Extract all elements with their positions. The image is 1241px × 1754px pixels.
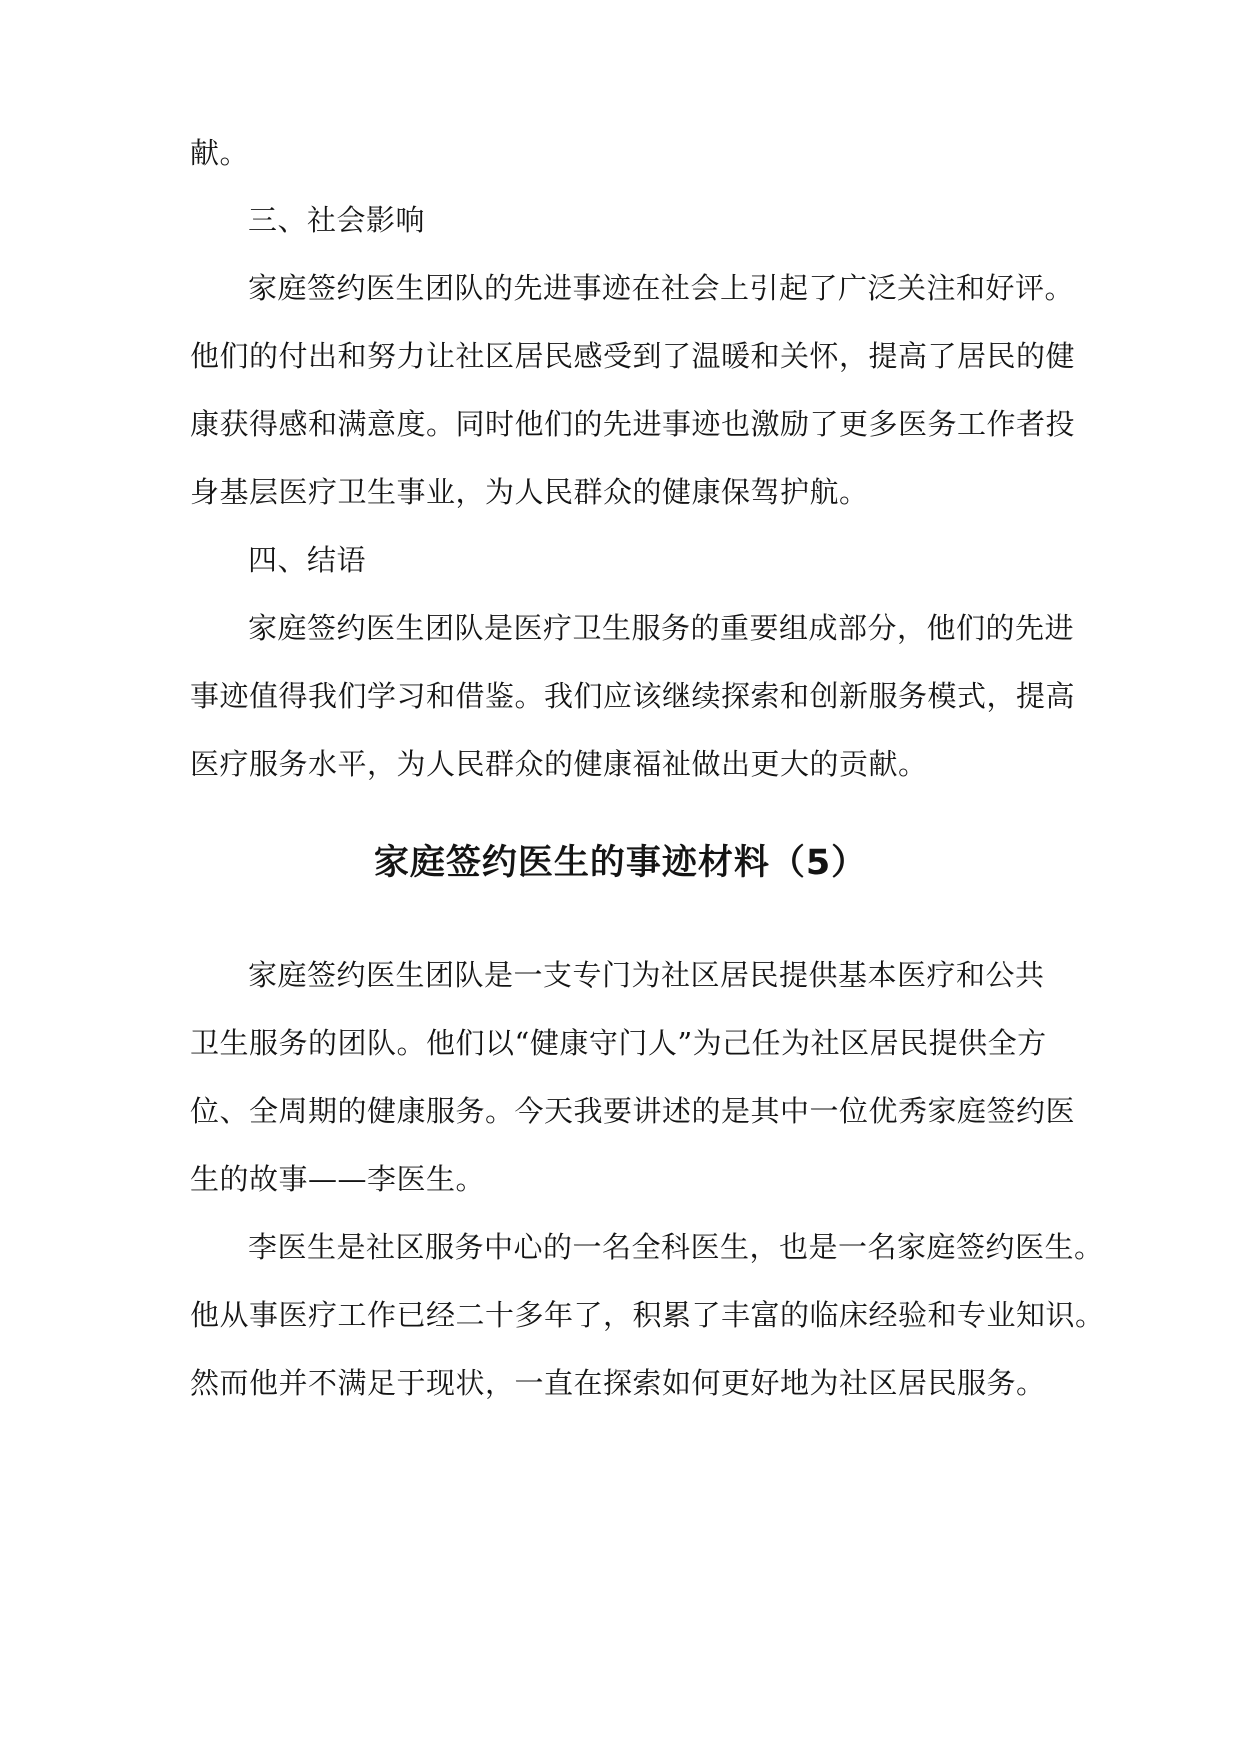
paragraph-line: 位、全周期的健康服务。今天我要讲述的是其中一位优秀家庭签约医 <box>190 1094 1076 1128</box>
paragraph-line: 生的故事——李医生。 <box>190 1162 486 1196</box>
paragraph-line: 卫生服务的团队。他们以“健康守门人”为己任为社区居民提供全方 <box>190 1026 1047 1060</box>
paragraph-line: 然而他并不满足于现状，一直在探索如何更好地为社区居民服务。 <box>190 1366 1046 1400</box>
paragraph-line: 家庭签约医生团队是医疗卫生服务的重要组成部分，他们的先进 <box>248 611 1075 645</box>
continuation-text: 献。 <box>190 136 250 170</box>
paragraph-line: 他们的付出和努力让社区居民感受到了温暖和关怀，提高了居民的健 <box>190 339 1076 373</box>
paragraph-line: 身基层医疗卫生事业，为人民群众的健康保驾护航。 <box>190 475 869 509</box>
paragraph-line: 事迹值得我们学习和借鉴。我们应该继续探索和创新服务模式，提高 <box>190 679 1076 713</box>
section-heading-social-impact: 三、社会影响 <box>248 203 426 237</box>
document-title: 家庭签约医生的事迹材料（5） <box>373 843 868 883</box>
paragraph-line: 李医生是社区服务中心的一名全科医生，也是一名家庭签约医生。 <box>248 1230 1104 1264</box>
paragraph-line: 家庭签约医生团队是一支专门为社区居民提供基本医疗和公共 <box>248 958 1045 992</box>
paragraph-line: 医疗服务水平，为人民群众的健康福祉做出更大的贡献。 <box>190 747 928 781</box>
paragraph-line: 家庭签约医生团队的先进事迹在社会上引起了广泛关注和好评。 <box>248 271 1075 305</box>
paragraph-line: 康获得感和满意度。同时他们的先进事迹也激励了更多医务工作者投 <box>190 407 1076 441</box>
section-heading-conclusion: 四、结语 <box>248 543 367 577</box>
paragraph-line: 他从事医疗工作已经二十多年了，积累了丰富的临床经验和专业知识。 <box>190 1298 1105 1332</box>
